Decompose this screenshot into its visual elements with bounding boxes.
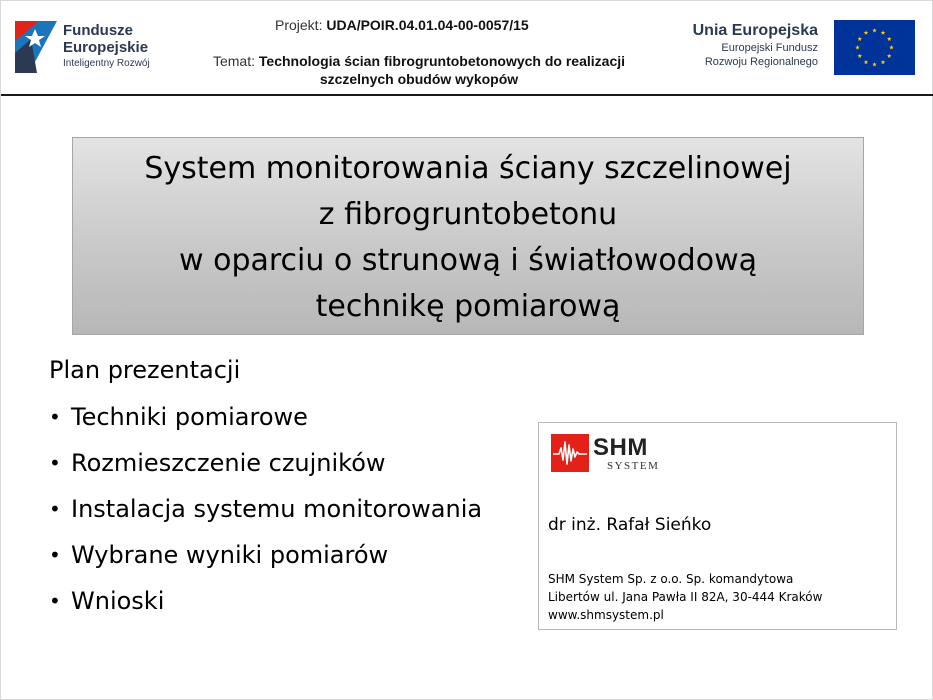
bullet-icon: • bbox=[49, 589, 61, 613]
fe-line1: Fundusze bbox=[63, 22, 133, 39]
fe-line3: Inteligentny Rozwój bbox=[63, 58, 150, 69]
shm-logo-name: SHM bbox=[593, 434, 648, 461]
fundusze-europejskie-text bbox=[63, 22, 150, 71]
topic-value: Technologia ścian fibrogruntobetonowych do realizacji szczelnych obudów wykopów bbox=[258, 53, 626, 87]
project-value: UDA/POIR.04.01.04-00-0057/15 bbox=[326, 17, 529, 33]
company-address: Libertów ul. Jana Pawła II 82A, 30-444 Kraków bbox=[548, 590, 823, 604]
plan-item-label: Techniki pomiarowe bbox=[71, 403, 308, 431]
shm-waveform-icon bbox=[551, 434, 589, 472]
author-box bbox=[538, 422, 897, 630]
shm-logo-sub: SYSTEM bbox=[607, 460, 660, 472]
slide-title bbox=[73, 146, 863, 330]
eu-sub1: Europejski Fundusz bbox=[721, 42, 818, 54]
title-box bbox=[72, 137, 864, 335]
plan-item-label: Wnioski bbox=[71, 587, 165, 615]
eu-sub2: Rozwoju Regionalnego bbox=[704, 56, 818, 68]
eu-flag-icon bbox=[834, 20, 915, 75]
plan-item-label: Instalacja systemu monitorowania bbox=[71, 495, 483, 523]
plan-item bbox=[49, 447, 482, 493]
plan-item-label: Wybrane wyniki pomiarów bbox=[71, 541, 389, 569]
bullet-icon: • bbox=[49, 405, 61, 429]
bullet-icon: • bbox=[49, 451, 61, 475]
title-line-1: System monitorowania ściany szczelinowej bbox=[144, 151, 792, 186]
plan-item bbox=[49, 493, 482, 539]
bullet-icon: • bbox=[49, 497, 61, 521]
fundusze-europejskie-logo-icon bbox=[13, 17, 59, 77]
shm-system-logo bbox=[551, 434, 663, 472]
topic-line bbox=[189, 52, 649, 88]
title-line-2: z fibrogruntobetonu bbox=[318, 197, 618, 232]
plan-list bbox=[49, 401, 482, 631]
bullet-icon: • bbox=[49, 543, 61, 567]
company-info bbox=[548, 570, 822, 624]
header-divider bbox=[1, 94, 933, 96]
plan-heading: Plan prezentacji bbox=[49, 356, 241, 384]
eu-text bbox=[693, 21, 818, 69]
header bbox=[1, 1, 933, 97]
company-name: SHM System Sp. z o.o. Sp. komandytowa bbox=[548, 572, 794, 586]
project-label: Projekt: bbox=[275, 17, 323, 33]
title-line-4: technikę pomiarową bbox=[315, 289, 621, 324]
eu-title: Unia Europejska bbox=[692, 22, 818, 39]
fe-line2: Europejskie bbox=[63, 39, 149, 56]
plan-item bbox=[49, 539, 482, 585]
author-name: dr inż. Rafał Sieńko bbox=[548, 515, 712, 535]
plan-item bbox=[49, 401, 482, 447]
plan-item-label: Rozmieszczenie czujników bbox=[71, 449, 386, 477]
title-line-3: w oparciu o strunową i światłowodową bbox=[179, 243, 757, 278]
plan-item bbox=[49, 585, 482, 631]
topic-label: Temat: bbox=[212, 53, 255, 69]
company-website[interactable]: www.shmsystem.pl bbox=[548, 608, 664, 622]
project-line bbox=[275, 17, 529, 33]
